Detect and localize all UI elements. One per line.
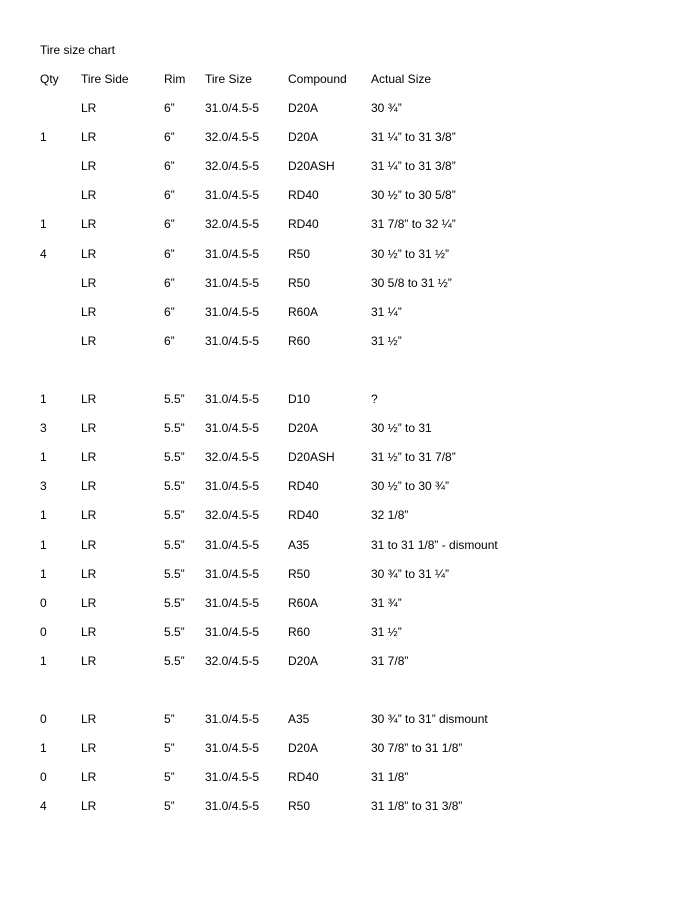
cell-compound: R50 <box>288 276 311 290</box>
cell-rim: 5.5” <box>164 567 185 581</box>
cell-compound: RD40 <box>288 770 319 784</box>
cell-actual-size: 31 ¼” to 31 3/8” <box>371 159 456 173</box>
cell-tire-size: 31.0/4.5-5 <box>205 712 260 726</box>
cell-tire-size: 32.0/4.5-5 <box>205 508 260 522</box>
cell-tire-size: 31.0/4.5-5 <box>205 276 260 290</box>
cell-qty: 1 <box>40 130 47 144</box>
cell-rim: 5” <box>164 770 175 784</box>
cell-tire-side: LR <box>81 770 97 784</box>
cell-tire-size: 31.0/4.5-5 <box>205 334 260 348</box>
page-title: Tire size chart <box>40 43 115 57</box>
cell-tire-side: LR <box>81 305 97 319</box>
cell-qty: 4 <box>40 799 47 813</box>
cell-tire-size: 32.0/4.5-5 <box>205 159 260 173</box>
cell-actual-size: ? <box>371 392 378 406</box>
table-row <box>0 158 700 174</box>
cell-tire-side: LR <box>81 479 97 493</box>
cell-tire-side: LR <box>81 392 97 406</box>
cell-compound: D10 <box>288 392 311 406</box>
cell-actual-size: 31 7/8” <box>371 654 409 668</box>
cell-actual-size: 30 ½” to 31 ½” <box>371 247 450 261</box>
cell-rim: 5.5” <box>164 392 185 406</box>
cell-actual-size: 31 1/8” <box>371 770 409 784</box>
cell-tire-size: 31.0/4.5-5 <box>205 567 260 581</box>
cell-compound: R60A <box>288 305 319 319</box>
table-row <box>0 187 700 203</box>
cell-rim: 6” <box>164 276 175 290</box>
cell-actual-size: 31 ¼” to 31 3/8” <box>371 130 456 144</box>
cell-actual-size: 30 ¾” to 31” dismount <box>371 712 488 726</box>
cell-rim: 6” <box>164 305 175 319</box>
cell-compound: R60 <box>288 334 311 348</box>
cell-compound: R50 <box>288 799 311 813</box>
cell-tire-side: LR <box>81 159 97 173</box>
cell-qty: 1 <box>40 538 47 552</box>
header-rim: Rim <box>164 72 186 86</box>
cell-qty: 1 <box>40 567 47 581</box>
table-row <box>0 711 700 727</box>
cell-qty: 1 <box>40 217 47 231</box>
header-qty: Qty <box>40 72 59 86</box>
cell-compound: RD40 <box>288 479 319 493</box>
cell-compound: RD40 <box>288 217 319 231</box>
cell-rim: 6” <box>164 334 175 348</box>
header-compound: Compound <box>288 72 347 86</box>
cell-compound: D20ASH <box>288 450 335 464</box>
cell-actual-size: 31 1/8” to 31 3/8” <box>371 799 463 813</box>
cell-tire-side: LR <box>81 101 97 115</box>
cell-tire-side: LR <box>81 421 97 435</box>
cell-tire-side: LR <box>81 799 97 813</box>
cell-tire-size: 31.0/4.5-5 <box>205 247 260 261</box>
cell-rim: 5.5” <box>164 538 185 552</box>
table-row <box>0 420 700 436</box>
cell-rim: 5” <box>164 799 175 813</box>
cell-qty: 0 <box>40 712 47 726</box>
cell-tire-size: 32.0/4.5-5 <box>205 450 260 464</box>
cell-compound: R60 <box>288 625 311 639</box>
table-row <box>0 391 700 407</box>
cell-compound: A35 <box>288 538 310 552</box>
cell-actual-size: 30 ¾” <box>371 101 402 115</box>
cell-tire-size: 31.0/4.5-5 <box>205 770 260 784</box>
cell-tire-side: LR <box>81 247 97 261</box>
cell-compound: D20A <box>288 101 319 115</box>
cell-tire-size: 31.0/4.5-5 <box>205 421 260 435</box>
cell-actual-size: 31 ¼” <box>371 305 402 319</box>
cell-tire-size: 31.0/4.5-5 <box>205 101 260 115</box>
cell-compound: R50 <box>288 567 311 581</box>
cell-tire-size: 31.0/4.5-5 <box>205 741 260 755</box>
cell-actual-size: 31 ¾” <box>371 596 402 610</box>
header-tire-side: Tire Side <box>81 72 129 86</box>
cell-rim: 6” <box>164 159 175 173</box>
cell-tire-side: LR <box>81 654 97 668</box>
cell-tire-side: LR <box>81 625 97 639</box>
cell-rim: 5.5” <box>164 479 185 493</box>
table-row <box>0 216 700 232</box>
cell-tire-size: 31.0/4.5-5 <box>205 305 260 319</box>
cell-actual-size: 31 to 31 1/8” - dismount <box>371 538 498 552</box>
cell-tire-side: LR <box>81 334 97 348</box>
cell-rim: 5.5” <box>164 596 185 610</box>
cell-tire-side: LR <box>81 567 97 581</box>
table-row <box>0 798 700 814</box>
cell-rim: 6” <box>164 247 175 261</box>
table-header <box>0 71 700 87</box>
table-row <box>0 275 700 291</box>
table-row <box>0 100 700 116</box>
table-row <box>0 449 700 465</box>
cell-tire-side: LR <box>81 741 97 755</box>
cell-rim: 5.5” <box>164 508 185 522</box>
cell-compound: D20A <box>288 130 319 144</box>
table-row <box>0 246 700 262</box>
cell-qty: 4 <box>40 247 47 261</box>
cell-compound: D20A <box>288 421 319 435</box>
cell-qty: 0 <box>40 596 47 610</box>
table-row <box>0 566 700 582</box>
cell-actual-size: 32 1/8” <box>371 508 409 522</box>
cell-tire-size: 31.0/4.5-5 <box>205 479 260 493</box>
cell-compound: RD40 <box>288 188 319 202</box>
cell-tire-side: LR <box>81 130 97 144</box>
cell-actual-size: 30 ½” to 30 5/8” <box>371 188 456 202</box>
cell-tire-side: LR <box>81 508 97 522</box>
cell-actual-size: 30 ½” to 31 <box>371 421 432 435</box>
table-row <box>0 478 700 494</box>
cell-compound: D20A <box>288 654 319 668</box>
cell-tire-side: LR <box>81 596 97 610</box>
cell-actual-size: 30 5/8 to 31 ½” <box>371 276 452 290</box>
cell-actual-size: 31 ½” to 31 7/8” <box>371 450 456 464</box>
cell-tire-size: 32.0/4.5-5 <box>205 130 260 144</box>
cell-qty: 0 <box>40 770 47 784</box>
cell-tire-size: 31.0/4.5-5 <box>205 538 260 552</box>
cell-rim: 5.5” <box>164 450 185 464</box>
cell-compound: D20A <box>288 741 319 755</box>
cell-qty: 3 <box>40 421 47 435</box>
cell-tire-side: LR <box>81 217 97 231</box>
table-row <box>0 507 700 523</box>
cell-actual-size: 31 7/8” to 32 ¼” <box>371 217 456 231</box>
cell-compound: A35 <box>288 712 310 726</box>
table-row <box>0 740 700 756</box>
cell-rim: 6” <box>164 130 175 144</box>
header-tire-size: Tire Size <box>205 72 252 86</box>
cell-actual-size: 30 ½” to 30 ¾” <box>371 479 450 493</box>
cell-actual-size: 31 ½” <box>371 334 402 348</box>
cell-tire-size: 31.0/4.5-5 <box>205 596 260 610</box>
table-row <box>0 653 700 669</box>
cell-rim: 5” <box>164 712 175 726</box>
cell-rim: 6” <box>164 217 175 231</box>
cell-rim: 5.5” <box>164 654 185 668</box>
header-actual-size: Actual Size <box>371 72 432 86</box>
cell-compound: R50 <box>288 247 311 261</box>
cell-qty: 1 <box>40 741 47 755</box>
cell-tire-size: 32.0/4.5-5 <box>205 217 260 231</box>
cell-rim: 6” <box>164 101 175 115</box>
table-row <box>0 595 700 611</box>
cell-rim: 5.5” <box>164 625 185 639</box>
cell-tire-size: 32.0/4.5-5 <box>205 654 260 668</box>
cell-compound: RD40 <box>288 508 319 522</box>
cell-actual-size: 30 7/8” to 31 1/8” <box>371 741 463 755</box>
cell-tire-side: LR <box>81 538 97 552</box>
cell-tire-side: LR <box>81 276 97 290</box>
table-row <box>0 537 700 553</box>
table-row <box>0 624 700 640</box>
cell-qty: 1 <box>40 392 47 406</box>
cell-tire-side: LR <box>81 188 97 202</box>
table-row <box>0 129 700 145</box>
cell-qty: 0 <box>40 625 47 639</box>
cell-rim: 5” <box>164 741 175 755</box>
cell-qty: 1 <box>40 654 47 668</box>
cell-tire-size: 31.0/4.5-5 <box>205 625 260 639</box>
cell-tire-size: 31.0/4.5-5 <box>205 799 260 813</box>
table-row <box>0 769 700 785</box>
cell-qty: 3 <box>40 479 47 493</box>
cell-rim: 6” <box>164 188 175 202</box>
cell-actual-size: 31 ½” <box>371 625 402 639</box>
cell-tire-size: 31.0/4.5-5 <box>205 392 260 406</box>
table-row <box>0 304 700 320</box>
cell-qty: 1 <box>40 450 47 464</box>
cell-tire-side: LR <box>81 450 97 464</box>
cell-tire-side: LR <box>81 712 97 726</box>
cell-tire-size: 31.0/4.5-5 <box>205 188 260 202</box>
cell-rim: 5.5” <box>164 421 185 435</box>
cell-qty: 1 <box>40 508 47 522</box>
cell-actual-size: 30 ¾” to 31 ¼” <box>371 567 450 581</box>
cell-compound: R60A <box>288 596 319 610</box>
cell-compound: D20ASH <box>288 159 335 173</box>
table-row <box>0 333 700 349</box>
